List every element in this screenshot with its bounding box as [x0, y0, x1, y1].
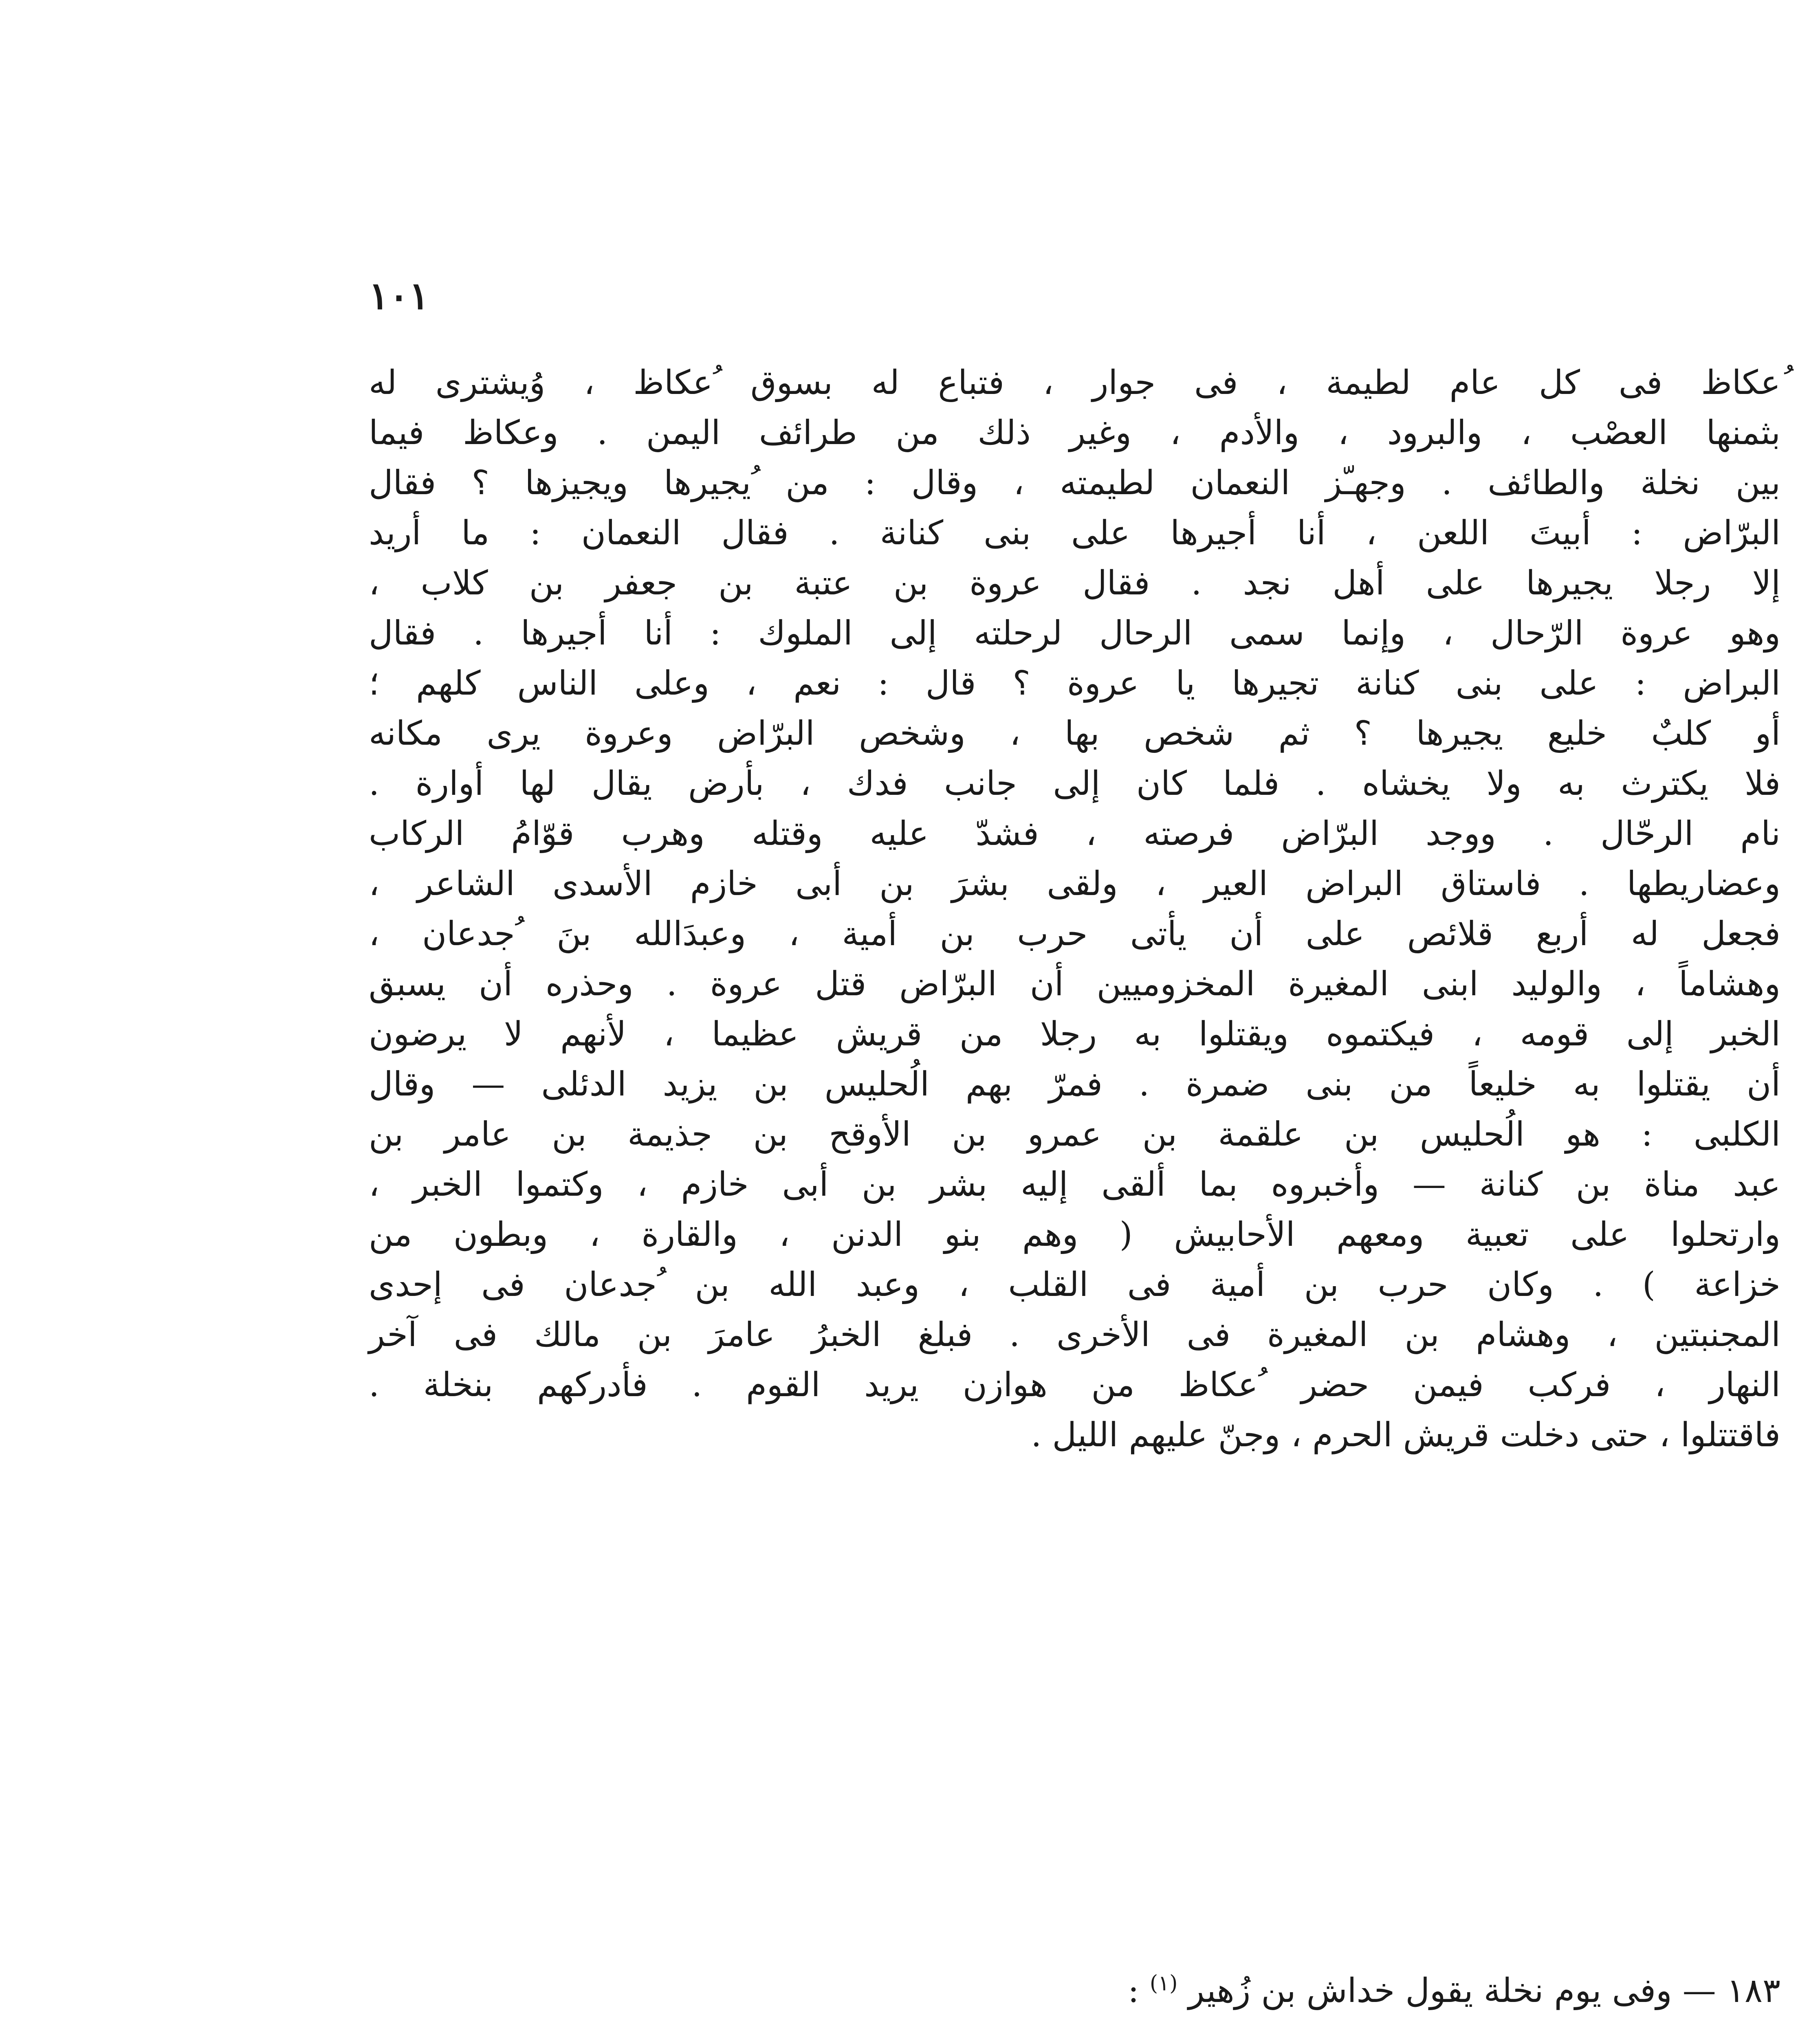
text-line: أو كلبٌ خليع يجيرها ؟ ثم شخص بها ، وشخص البرّاض وعروة يرى مكانه [369, 714, 1780, 753]
text-line: بين نخلة والطائف . وجهـّز النعمان لطيمته ، وقال : من ُيجيرها ويجيزها ؟ فقال [369, 464, 1780, 502]
text-line: الخبر إلى قومه ، فيكتموه ويقتلوا به رجلا من قريش عظيما ، لأنهم لا يرضون [369, 1015, 1780, 1054]
text-line: المجنبتين ، وهشام بن المغيرة فى الأخرى . فبلغ الخبرُ عامرَ بن مالك فى آخر [369, 1315, 1780, 1354]
text-line: وعضاريطها . فاستاق البراض العير ، ولقى بشرَ بن أبى خازم الأسدى الشاعر ، [369, 865, 1780, 903]
section-heading-end: : [1128, 1971, 1150, 2010]
text-line: وهشاماً ، والوليد ابنى المغيرة المخزوميين أن البرّاض قتل عروة . وحذره أن يسبق [369, 965, 1780, 1003]
text-line: النهار ، فركب فيمن حضر ُعكاظ من هوازن يريد القوم . فأدركهم بنخلة . [369, 1366, 1780, 1404]
text-line: أن يقتلوا به خليعاً من بنى ضمرة . فمرّ بهم الُحليس بن يزيد الدئلى — وقال [369, 1065, 1780, 1104]
text-line: وهو عروة الرّحال ، وإنما سمى الرحال لرحلته إلى الملوك : أنا أجيرها . فقال [369, 614, 1780, 653]
text-line: ُعكاظ فى كل عام لطيمة ، فى جوار ، فتباع له بسوق ُعكاظ ، وُيشترى له [369, 363, 1780, 402]
text-line: فلا يكترث به ولا يخشاه . فلما كان إلى جانب فدك ، بأرض يقال لها أوارة . [369, 764, 1780, 803]
text-line: خزاعة ) . وكان حرب بن أمية فى القلب ، وعبد الله بن ُجدعان فى إحدى [369, 1265, 1780, 1304]
text-line: البراض : على بنى كنانة تجيرها يا عروة ؟ قال : نعم ، وعلى الناس كلهم ؛ [369, 664, 1780, 703]
section-heading [369, 1966, 1780, 2016]
body-text [369, 358, 1780, 1460]
section-heading-text: ١٨٣ — وفى يوم نخلة يقول خداش بن زُهير [1188, 1971, 1780, 2010]
text-line: بثمنها العصْب ، والبرود ، والأدم ، وغير ذلك من طرائف اليمن . وعكاظ فيما [369, 414, 1780, 452]
text-line: فجعل له أربع قلائص على أن يأتى حرب بن أمية ، وعبدَالله بنَ ُجدعان ، [369, 915, 1780, 953]
footnote-marker: (١) [1149, 1971, 1178, 1996]
text-line: نام الرحّال . ووجد البرّاض فرصته ، فشدّ عليه وقتله وهرب قوّامُ الركاب [369, 814, 1780, 853]
text-line: الكلبى : هو الُحليس بن علقمة بن عمرو بن الأوقح بن جذيمة بن عامر بن [369, 1115, 1780, 1154]
text-line: إلا رجلا يجيرها على أهل نجد . فقال عروة بن عتبة بن جعفر بن كلاب ، [369, 564, 1780, 603]
text-line: فاقتتلوا ، حتى دخلت قريش الحرم ، وجنّ عليهم الليل . [1031, 1416, 1780, 1454]
text-line: عبد مناة بن كنانة — وأخبروه بما ألقى إليه بشر بن أبى خازم ، وكتموا الخبر ، [369, 1165, 1780, 1204]
text-line: وارتحلوا على تعبية ومعهم الأحابيش ( وهم بنو الدنن ، والقارة ، وبطون من [369, 1215, 1780, 1254]
page-number: ١٠١ [369, 274, 429, 318]
text-line: البرّاض : أبيتَ اللعن ، أنا أجيرها على بنى كنانة . فقال النعمان : ما أريد [369, 514, 1780, 552]
